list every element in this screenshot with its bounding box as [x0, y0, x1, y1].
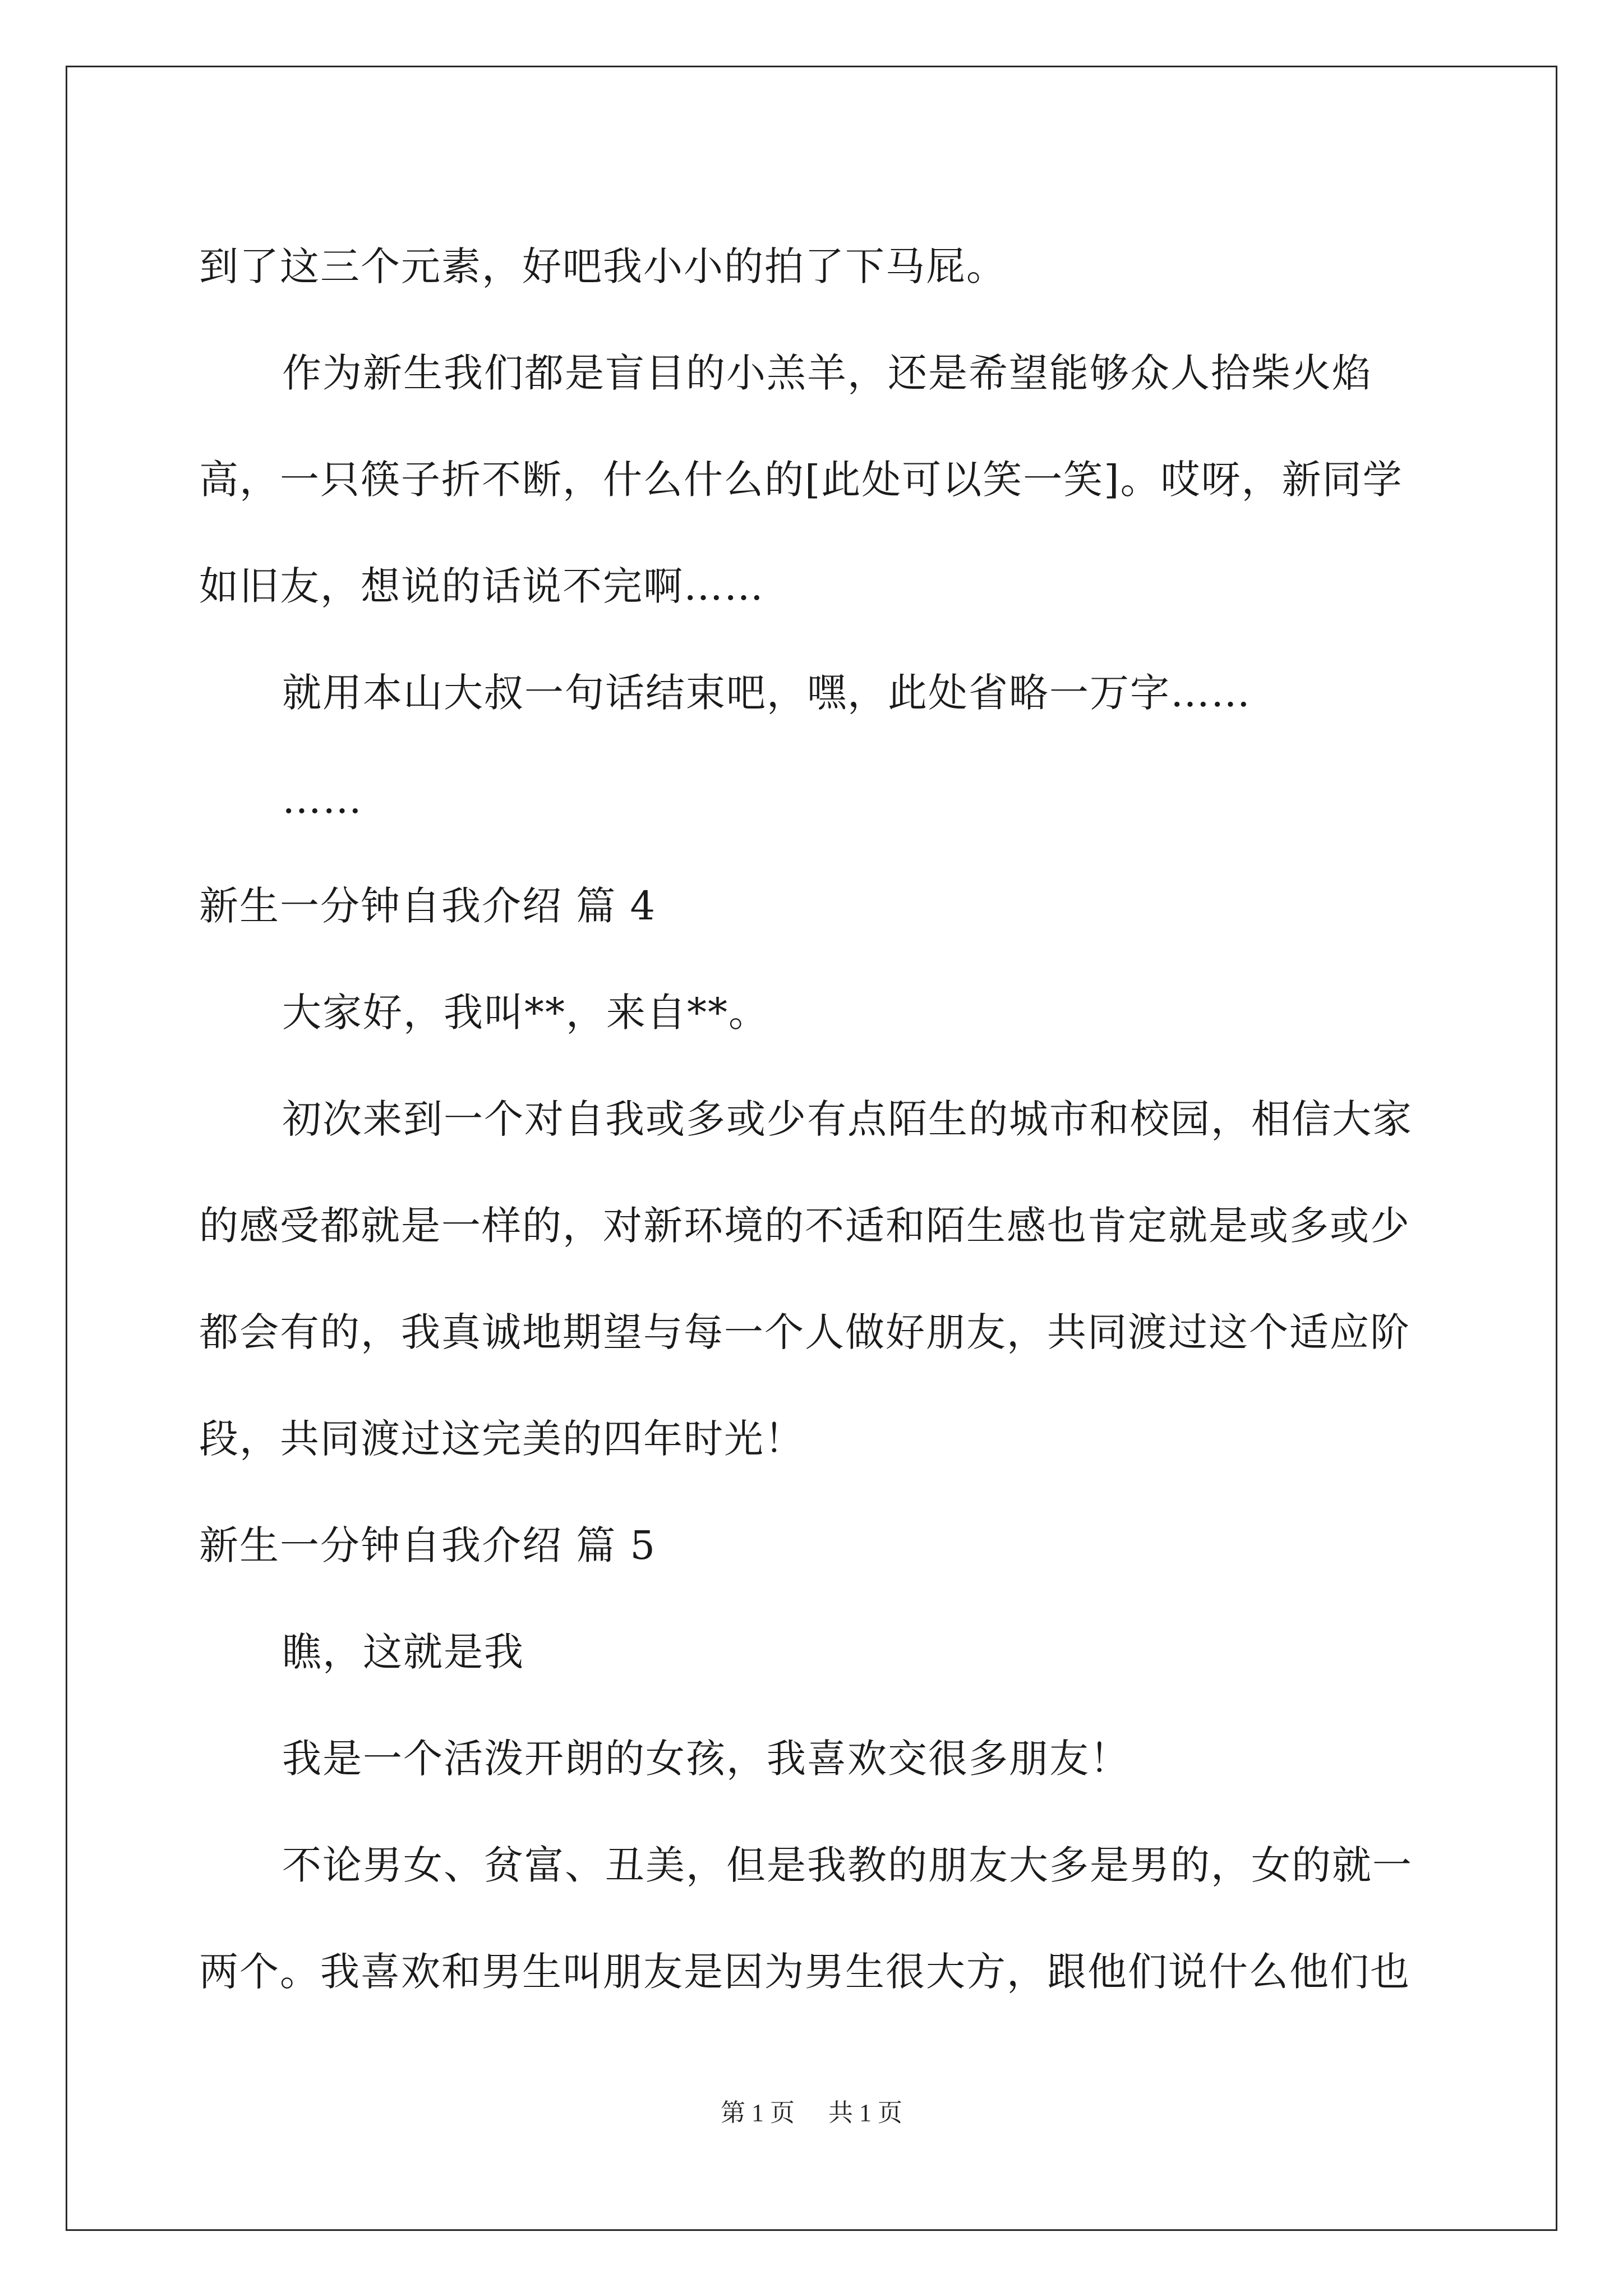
document-body	[199, 213, 1427, 2025]
section-heading-5: 新生一分钟自我介绍 篇 5	[199, 1522, 657, 1568]
paragraph-continuation: 到了这三个元素，好吧我小小的拍了下马屁。	[199, 243, 1007, 289]
paragraph: ……	[282, 776, 363, 822]
paragraph: 初次来到一个对自我或多或少有点陌生的城市和校园，相信大家的感受都就是一样的，对新环境的不适和陌生感也肯定就是或多或少都会有的，我真诚地期望与每一个人做好朋友，共同渡过这个适应阶段，共同渡过这完美的四年时光！	[199, 1096, 1413, 1462]
page-total: 共 1 页	[828, 2099, 902, 2127]
paragraph: 作为新生我们都是盲目的小羔羊，还是希望能够众人拾柴火焰高，一只筷子折不断，什么什么的[此处可以笑一笑]。哎呀，新同学如旧友，想说的话说不完啊……	[199, 350, 1403, 609]
paragraph: 不论男女、贫富、丑美，但是我教的朋友大多是男的，女的就一两个。我喜欢和男生叫朋友是因为男生很大方，跟他们说什么他们也	[199, 1842, 1413, 1995]
section-heading-4: 新生一分钟自我介绍 篇 4	[199, 883, 657, 929]
page-number: 第 1 页	[721, 2099, 795, 2127]
paragraph: 大家好，我叫**，来自**。	[282, 990, 769, 1036]
page-footer	[0, 2092, 1623, 2128]
paragraph: 就用本山大叔一句话结束吧，嘿，此处省略一万字……	[282, 670, 1251, 716]
paragraph: 瞧，这就是我	[282, 1629, 524, 1675]
paragraph: 我是一个活泼开朗的女孩，我喜欢交很多朋友！	[282, 1736, 1130, 1782]
